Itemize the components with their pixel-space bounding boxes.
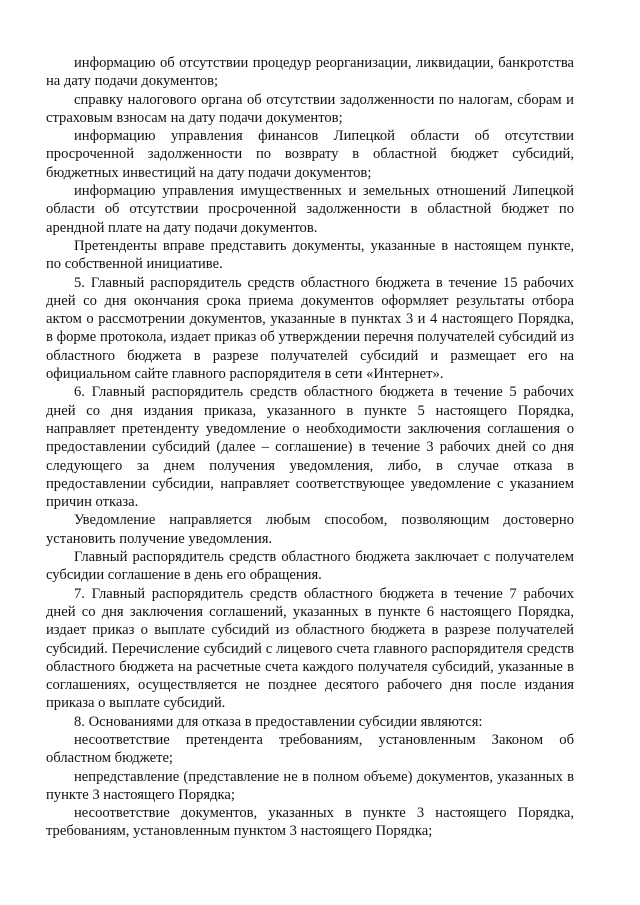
paragraph-clause-6: 6. Главный распорядитель средств областного бюджета в течение 5 рабочих дней со дня издания приказа, указанного в пункте 5 настоящего Порядка, направляет претенденту уведомление о необходимости заключения соглашения о предоставлении субсидий (далее – соглашение) в течение 3 рабочих дней со дня следующего за днем получения уведомления, либо, в случае отказа в предоставлении субсидии, направляет соответствующее уведомление с указанием причин отказа. [46,384,574,511]
paragraph-refusal-nonconformity: несоответствие претендента требованиям, установленным Законом об областном бюджете; [46,731,574,767]
paragraph-notification-method: Уведомление направляется любым способом, позволяющим достоверно установить получение уведомления. [46,512,574,547]
paragraph-item-info-reorganization: информацию об отсутствии процедур реорганизации, ликвидации, банкротства на дату подачи документов; [46,55,574,90]
paragraph-refusal-missing-docs: непредставление (представление не в полном объеме) документов, указанных в пункте 3 настоящего Порядка; [46,768,574,803]
paragraph-clause-7: 7. Главный распорядитель средств областного бюджета в течение 7 рабочих дней со дня заключения соглашений, указанных в пункте 6 настоящего Порядка, издает приказ о выплате субсидий из областного бюджета в разрезе получателей субсидий. Перечисление субсидий с лицевого счета главного распорядителя средств областного бюджета на расчетные счета каждого получателя субсидий, указанные в соглашениях, осуществляется не позднее десятого рабочего дня после издания приказа о выплате субсидий. [46,585,574,712]
paragraph-refusal-docs-mismatch: несоответствие документов, указанных в пункте 3 настоящего Порядка, требованиям, установленным пунктом 3 настоящего Порядка; [46,805,574,840]
paragraph-item-tax-certificate: справку налогового органа об отсутствии задолженности по налогам, сборам и страховым взносам на дату подачи документов; [46,91,574,126]
paragraph-own-initiative: Претенденты вправе представить документы, указанные в настоящем пункте, по собственной инициативе. [46,237,574,273]
paragraph-clause-5: 5. Главный распорядитель средств областного бюджета в течение 15 рабочих дней со дня окончания срока приема документов оформляет результаты отбора актом о рассмотрении документов, указанные в пунктах 3 и 4 настоящего Порядка, в форме протокола, издает приказ об утверждении перечня получателей субсидий из областного бюджета в разрезе получателей субсидий и размещает его на официальном сайте главного распорядителя в сети «Интернет». [46,274,574,383]
paragraph-item-finance-info: информацию управления финансов Липецкой области об отсутствии просроченной задолженности по возврату в областной бюджет субсидий, бюджетных инвестиций на дату подачи документов; [46,128,574,181]
paragraph-agreement-conclusion: Главный распорядитель средств областного бюджета заключает с получателем субсидии соглашение в день его обращения. [46,549,574,584]
paragraph-clause-8: 8. Основаниями для отказа в предоставлении субсидии являются: [74,713,483,730]
paragraph-item-property-info: информацию управления имущественных и земельных отношений Липецкой области об отсутствии просроченной задолженности в областной бюджет по арендной плате на дату подачи документов. [46,183,574,236]
